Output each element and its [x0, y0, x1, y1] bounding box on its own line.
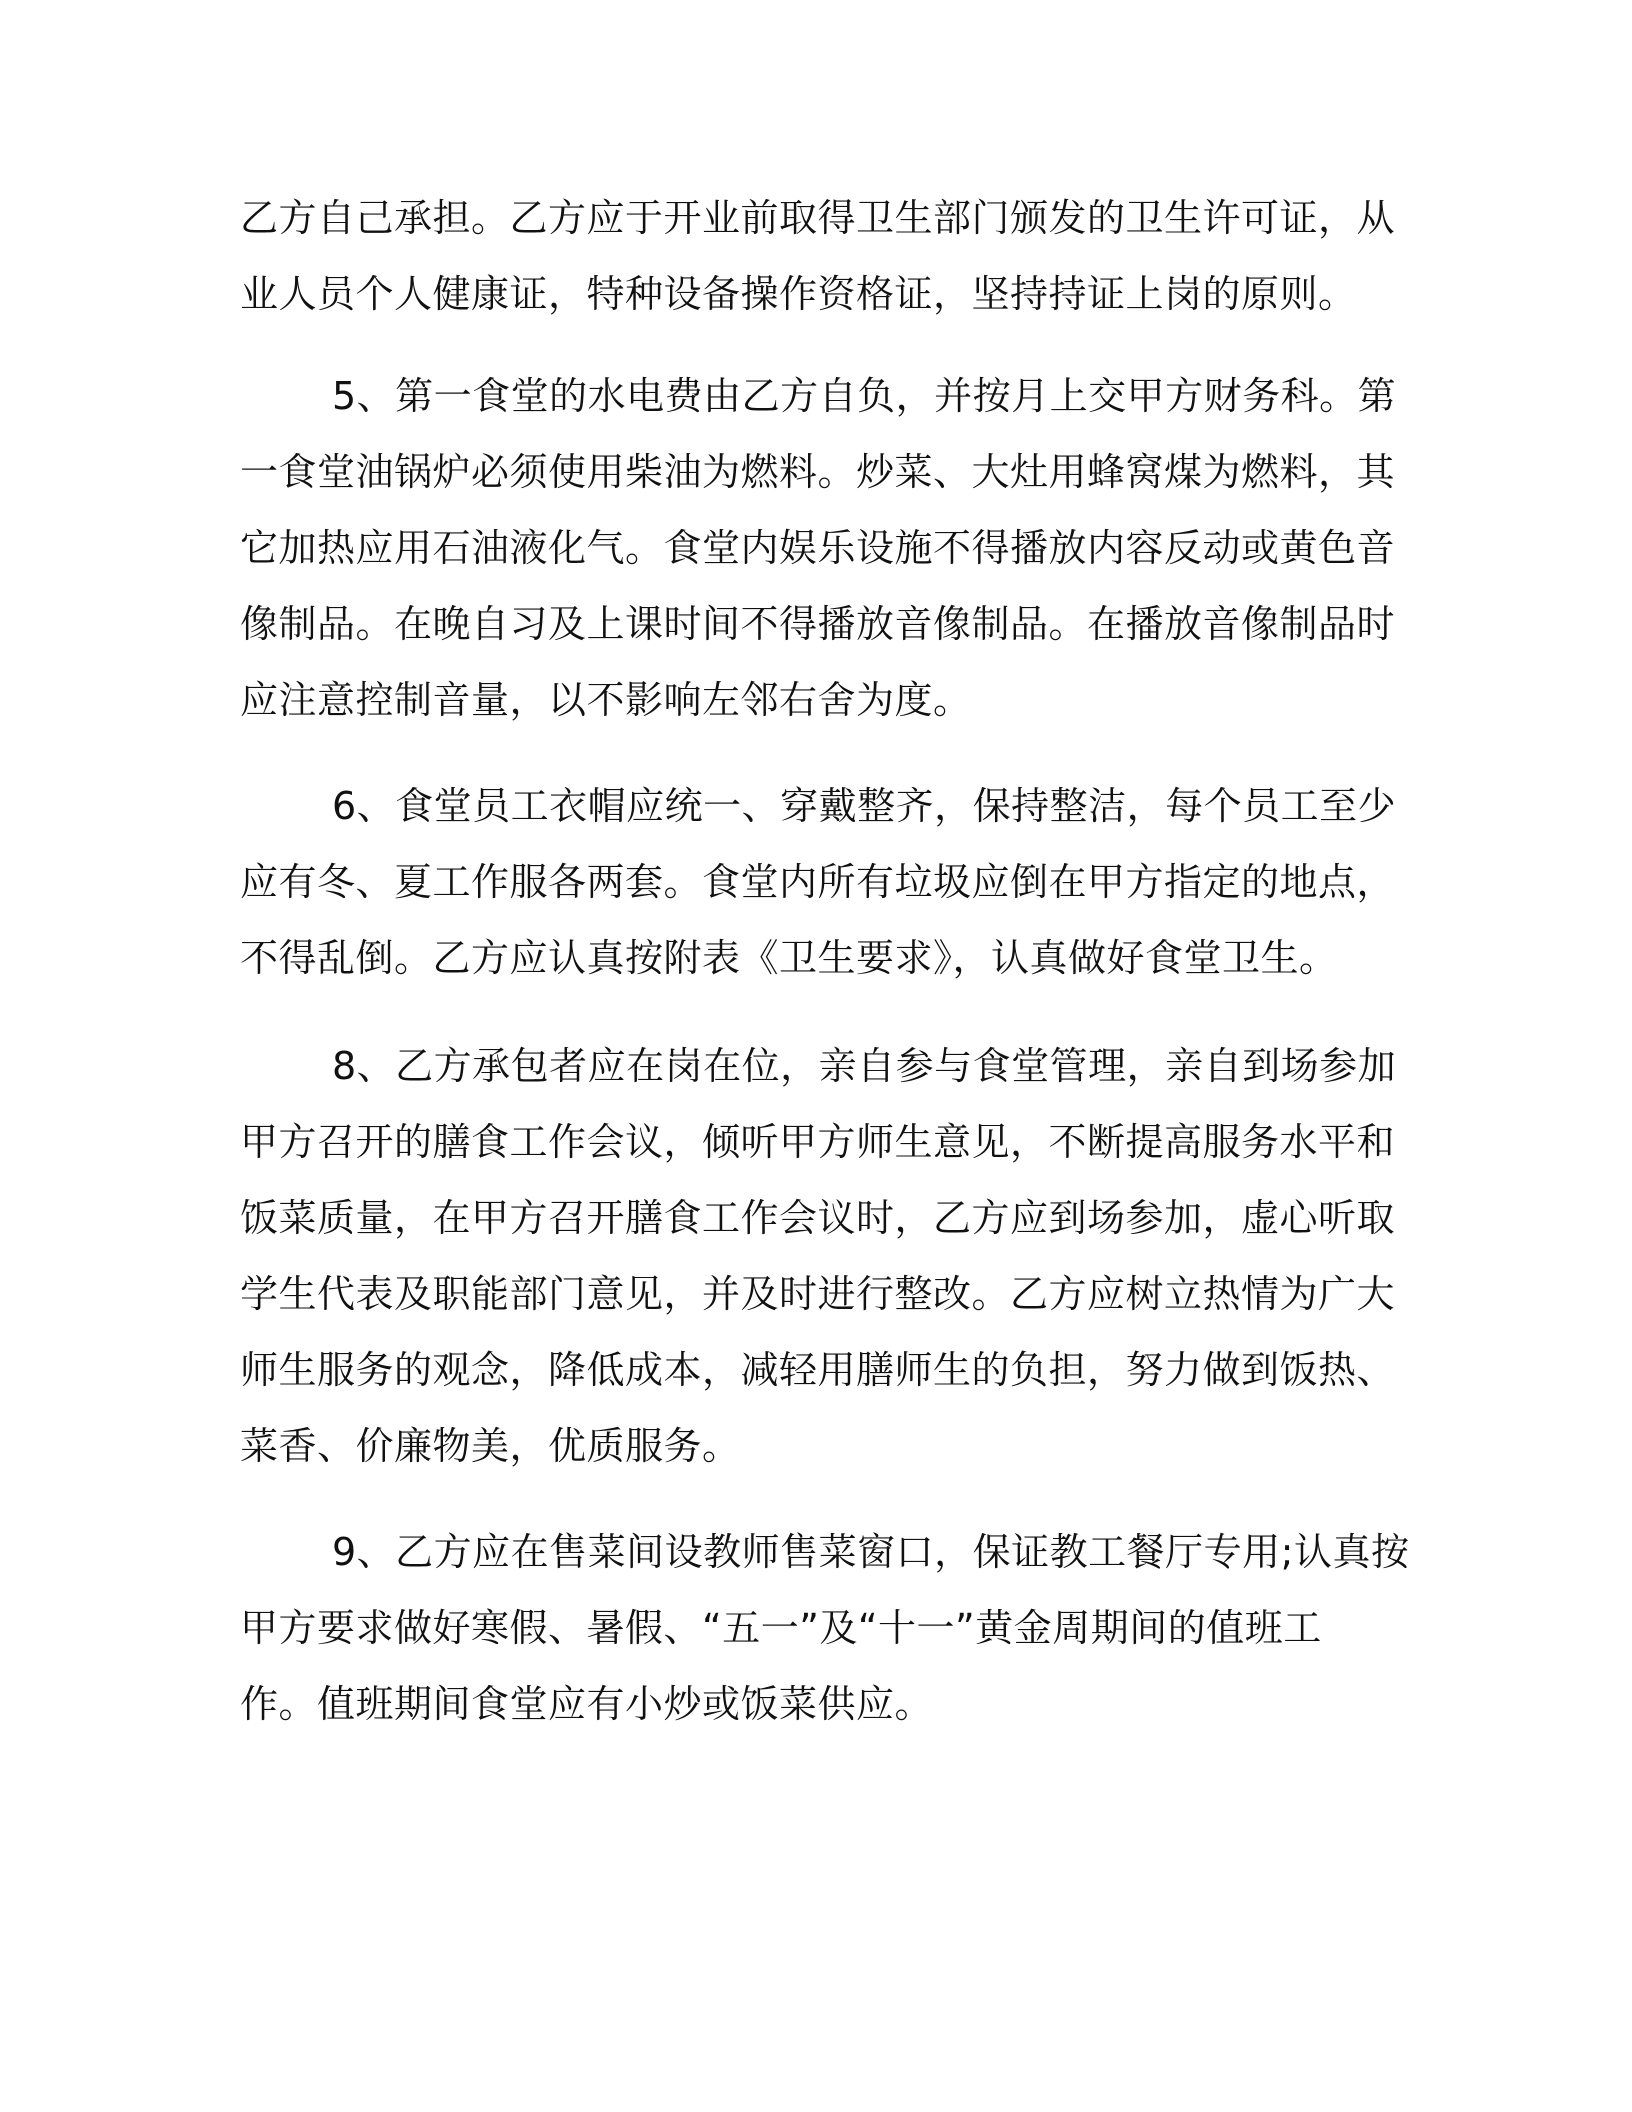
paragraph-item-9 — [240, 1514, 1410, 1742]
text-line: 甲方召开的膳食工作会议，倾听甲方师生意见，不断提高服务水平和 — [240, 1120, 1396, 1164]
text-line: 不得乱倒。乙方应认真按附表《卫生要求》，认真做好食堂卫生。 — [240, 936, 1338, 980]
text-line: 8、乙方承包者应在岗在位，亲自参与食堂管理，亲自到场参加 — [332, 1044, 1397, 1088]
text-line: 作。值班期间食堂应有小炒或饭菜供应。 — [240, 1682, 934, 1726]
paragraph-item-6 — [240, 768, 1397, 996]
text-line: 学生代表及职能部门意见，并及时进行整改。乙方应树立热情为广大 — [240, 1272, 1396, 1316]
text-line: 菜香、价廉物美，优质服务。 — [240, 1424, 741, 1468]
text-line: 一食堂油锅炉必须使用柴油为燃料。炒菜、大灶用蜂窝煤为燃料，其 — [240, 450, 1396, 494]
text-line: 业人员个人健康证，特种设备操作资格证，坚持持证上岗的原则。 — [240, 272, 1357, 316]
text-line: 应有冬、夏工作服各两套。食堂内所有垃圾应倒在甲方指定的地点， — [240, 860, 1396, 904]
text-line: 甲方要求做好寒假、暑假、“五一”及“十一”黄金周期间的值班工 — [240, 1606, 1322, 1650]
text-line: 5、第一食堂的水电费由乙方自负，并按月上交甲方财务科。第 — [332, 374, 1397, 418]
text-line: 饭菜质量，在甲方召开膳食工作会议时，乙方应到场参加，虚心听取 — [240, 1196, 1396, 1240]
text-line: 9、乙方应在售菜间设教师售菜窗口，保证教工餐厅专用;认真按 — [332, 1530, 1410, 1574]
text-line: 6、食堂员工衣帽应统一、穿戴整齐，保持整洁，每个员工至少 — [332, 784, 1397, 828]
text-line: 它加热应用石油液化气。食堂内娱乐设施不得播放内容反动或黄色音 — [240, 526, 1396, 570]
text-line: 像制品。在晚自习及上课时间不得播放音像制品。在播放音像制品时 — [240, 602, 1396, 646]
paragraph-continuation — [240, 180, 1396, 332]
paragraph-item-8 — [240, 1028, 1397, 1484]
text-line: 乙方自己承担。乙方应于开业前取得卫生部门颁发的卫生许可证，从 — [240, 196, 1396, 240]
paragraph-item-5 — [240, 358, 1397, 738]
text-line: 师生服务的观念，降低成本，减轻用膳师生的负担，努力做到饭热、 — [240, 1348, 1396, 1392]
text-line: 应注意控制音量，以不影响左邻右舍为度。 — [240, 678, 972, 722]
